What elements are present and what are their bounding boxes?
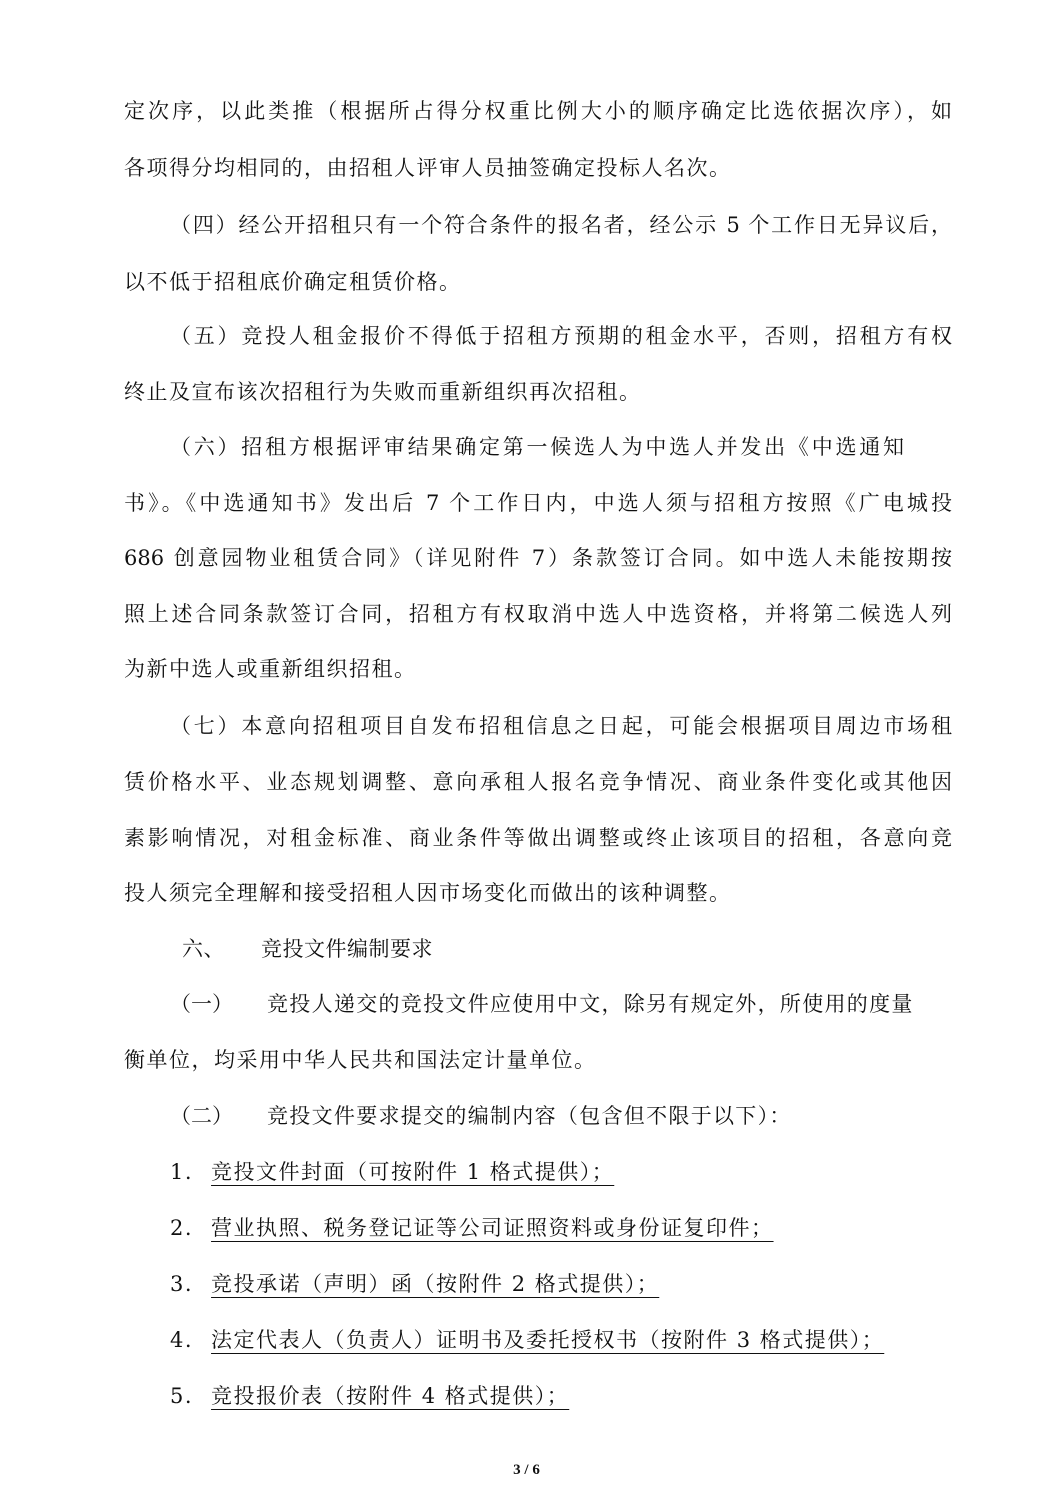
paragraph-line: （六）招租方根据评审结果确定第一候选人为中选人并发出《中选通知 xyxy=(170,435,904,459)
list-item-number: 4. xyxy=(170,1328,194,1352)
page-number: 3 / 6 xyxy=(513,1462,540,1478)
paragraph-line: 终止及宣布该次招租行为失败而重新组织再次招租。 xyxy=(124,380,642,404)
subsection-text: 竞投文件要求提交的编制内容（包含但不限于以下）： xyxy=(267,1104,792,1128)
subsection-line xyxy=(170,1102,792,1130)
subsection-label: （一） xyxy=(170,992,233,1016)
paragraph-line: 各项得分均相同的，由招租人评审人员抽签确定投标人名次。 xyxy=(124,156,732,180)
list-item-number: 3. xyxy=(170,1272,194,1296)
list-item-text: 营业执照、税务登记证等公司证照资料或身份证复印件； xyxy=(211,1216,774,1240)
list-item-number: 5. xyxy=(170,1384,194,1408)
section-number: 六、 xyxy=(182,937,225,961)
paragraph-line: （四）经公开招租只有一个符合条件的报名者，经公示 5 个工作日无异议后， xyxy=(170,213,952,237)
list-item xyxy=(170,1158,614,1186)
paragraph-line: （五）竞投人租金报价不得低于招租方预期的租金水平，否则，招租方有权 xyxy=(170,324,952,348)
paragraph-line: 定次序，以此类推（根据所占得分权重比例大小的顺序确定比选依据次序），如 xyxy=(124,99,952,123)
list-item-number: 1. xyxy=(170,1160,194,1184)
list-item-text: 法定代表人（负责人）证明书及委托授权书（按附件 3 格式提供）； xyxy=(211,1328,885,1352)
paragraph-line: 以不低于招租底价确定租赁价格。 xyxy=(124,270,462,294)
section-title: 竞投文件编制要求 xyxy=(261,937,433,961)
list-item xyxy=(170,1382,569,1410)
paragraph-line: 686 创意园物业租赁合同》（详见附件 7）条款签订合同。如中选人未能按期按 xyxy=(124,546,952,570)
subsection-text: 竞投人递交的竞投文件应使用中文，除另有规定外，所使用的度量 xyxy=(267,992,914,1016)
list-item-text: 竞投承诺（声明）函（按附件 2 格式提供）； xyxy=(211,1272,660,1296)
list-item xyxy=(170,1270,659,1298)
subsection-line xyxy=(170,990,940,1018)
paragraph-line: （七）本意向招租项目自发布招租信息之日起，可能会根据项目周边市场租 xyxy=(170,714,952,738)
list-item-number: 2. xyxy=(170,1216,194,1240)
paragraph-line: 素影响情况，对租金标准、商业条件等做出调整或终止该项目的招租，各意向竞 xyxy=(124,826,952,850)
paragraph-line: 衡单位，均采用中华人民共和国法定计量单位。 xyxy=(124,1048,597,1072)
list-item-text: 竞投报价表（按附件 4 格式提供）； xyxy=(211,1384,570,1408)
section-heading xyxy=(182,935,433,963)
list-item xyxy=(170,1214,774,1242)
paragraph-line: 书》。《中选通知书》发出后 7 个工作日内，中选人须与招租方按照《广电城投 xyxy=(124,491,952,515)
list-item-text: 竞投文件封面（可按附件 1 格式提供）； xyxy=(211,1160,615,1184)
subsection-label: （二） xyxy=(170,1104,233,1128)
paragraph-line: 投人须完全理解和接受招租人因市场变化而做出的该种调整。 xyxy=(124,881,732,905)
paragraph-line: 照上述合同条款签订合同，招租方有权取消中选人中选资格，并将第二候选人列 xyxy=(124,602,952,626)
paragraph-line: 赁价格水平、业态规划调整、意向承租人报名竞争情况、商业条件变化或其他因 xyxy=(124,770,952,794)
paragraph-line: 为新中选人或重新组织招租。 xyxy=(124,657,417,681)
list-item xyxy=(170,1326,884,1354)
